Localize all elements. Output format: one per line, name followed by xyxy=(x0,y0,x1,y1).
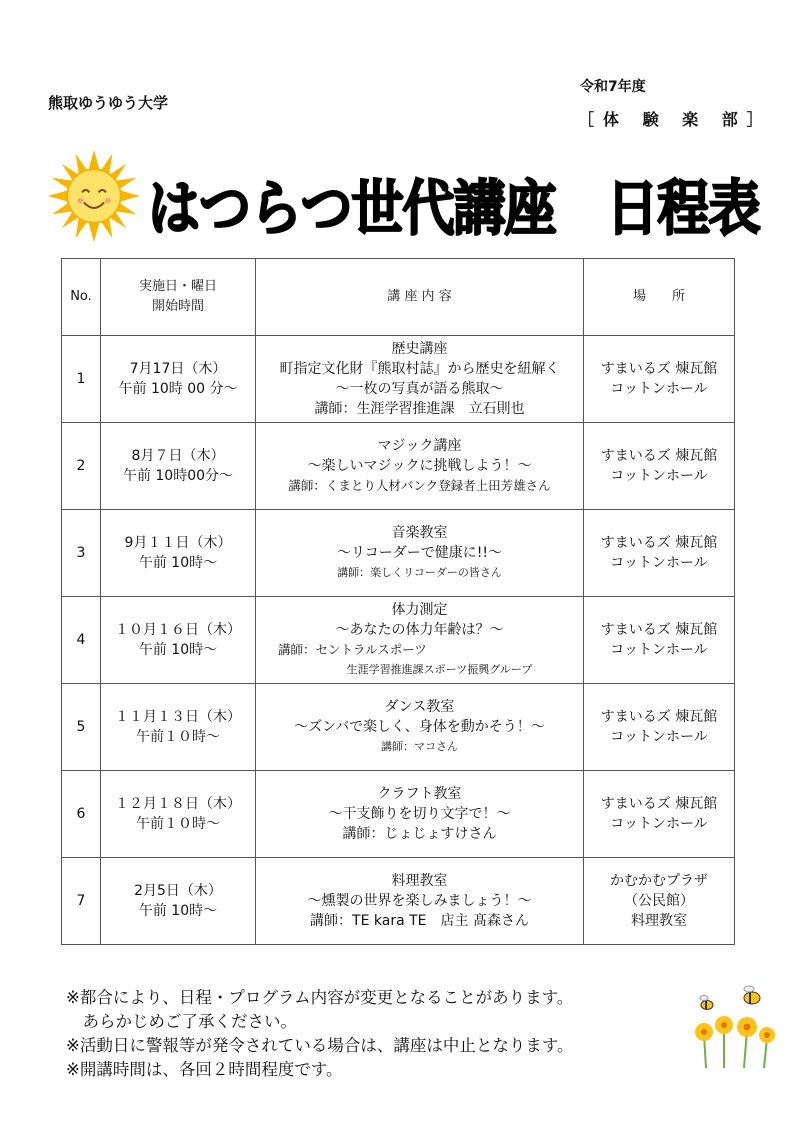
content-line: 講師：じょじょすけさん xyxy=(342,826,497,842)
column-date-time xyxy=(101,259,256,336)
table-row xyxy=(62,423,735,510)
place-line: 料理教室 xyxy=(631,913,687,929)
content-line: 料理教室 xyxy=(391,873,448,889)
row-number: 2 xyxy=(62,423,101,510)
content-line: 講師：生涯学習推進課 立石則也 xyxy=(314,401,525,417)
place-cell xyxy=(584,684,735,771)
row-number: 1 xyxy=(62,336,101,423)
table-row xyxy=(62,684,735,771)
date-time-cell xyxy=(101,336,256,423)
bee-icon xyxy=(700,996,713,1010)
content-line: ～リコーダーで健康に!!～ xyxy=(337,545,502,561)
content-cell xyxy=(256,684,584,771)
table-row xyxy=(62,510,735,597)
place-line: かむかむプラザ xyxy=(610,873,708,889)
content-line: ～一枚の写真が語る熊取～ xyxy=(335,381,504,397)
date: １１月１３日（木） xyxy=(115,709,241,725)
place-cell xyxy=(584,858,735,945)
content-line: ～ズンバで楽しく、身体を動かそう！～ xyxy=(294,719,545,735)
place-cell xyxy=(584,423,735,510)
start-time: 午前 10時～ xyxy=(138,642,218,658)
date-time-cell xyxy=(101,858,256,945)
content-cell xyxy=(256,597,584,684)
column-time-label: 開始時間 xyxy=(151,299,204,314)
content-line: クラフト教室 xyxy=(377,786,462,802)
place-line: すまいるズ 煉瓦館 xyxy=(600,535,718,551)
content-line: 町指定文化財『熊取村誌』から歴史を紐解く xyxy=(279,361,560,377)
place-line: コットンホール xyxy=(610,555,708,571)
place-line: コットンホール xyxy=(610,642,708,658)
column-content: 講 座 内 容 xyxy=(256,259,584,336)
date-time-cell xyxy=(101,684,256,771)
content-cell xyxy=(256,771,584,858)
date: １２月１８日（木） xyxy=(115,796,241,812)
place-line: すまいるズ 煉瓦館 xyxy=(600,622,718,638)
content-line: マジック講座 xyxy=(377,438,462,454)
page-title: はつらつ世代講座 日程表 xyxy=(148,174,760,244)
content-line: ～楽しいマジックに挑戦しよう！～ xyxy=(307,458,532,474)
place-line: すまいるズ 煉瓦館 xyxy=(600,448,718,464)
schedule-table xyxy=(61,258,735,945)
content-cell xyxy=(256,510,584,597)
row-number: 3 xyxy=(62,510,101,597)
date: 2月5日（木） xyxy=(134,883,222,899)
content-line: ～干支飾りを切り文字で！～ xyxy=(328,806,511,822)
table-header-row xyxy=(62,259,735,336)
content-line: 講師：TE kara TE 店主 髙森さん xyxy=(310,913,529,929)
content-cell xyxy=(256,858,584,945)
column-place: 場 所 xyxy=(584,259,735,336)
content-line: ダンス教室 xyxy=(384,699,455,715)
content-line: ～あなたの体力年齢は？～ xyxy=(335,622,504,638)
content-cell xyxy=(256,336,584,423)
content-line: ～燻製の世界を楽しみましょう！～ xyxy=(307,893,532,909)
note-line: ※都合により、日程・プログラム内容が変更となることがあります。 xyxy=(66,988,574,1007)
place-line: すまいるズ 煉瓦館 xyxy=(600,709,718,725)
content-line: 体力測定 xyxy=(391,602,448,618)
row-number: 4 xyxy=(62,597,101,684)
content-line: 講師：セントラルスポーツ xyxy=(278,642,427,657)
column-date-label: 実施日・曜日 xyxy=(138,279,217,294)
content-line: 講師：マコさん xyxy=(381,740,458,753)
row-number: 5 xyxy=(62,684,101,771)
place-line: コットンホール xyxy=(610,468,708,484)
bee-icon xyxy=(744,986,760,1004)
content-cell xyxy=(256,423,584,510)
date: １０月１６日（木） xyxy=(115,622,241,638)
place-line: すまいるズ 煉瓦館 xyxy=(600,796,718,812)
start-time: 午前 10時～ xyxy=(138,555,218,571)
start-time: 午前 10時 00 分～ xyxy=(118,381,238,397)
content-line: 生涯学習推進課スポーツ振興グループ xyxy=(346,663,533,676)
organization-name: 熊取ゆうゆう大学 xyxy=(48,94,169,112)
place-cell xyxy=(584,597,735,684)
column-no: No. xyxy=(62,259,101,336)
content-line: 歴史講座 xyxy=(391,341,448,357)
note-line: ※開講時間は、各回２時間程度です。 xyxy=(66,1060,343,1079)
place-cell xyxy=(584,771,735,858)
start-time: 午前１０時～ xyxy=(136,729,220,745)
date-time-cell xyxy=(101,423,256,510)
row-number: 7 xyxy=(62,858,101,945)
date-time-cell xyxy=(101,597,256,684)
note-line: ※活動日に警報等が発令されている場合は、講座は中止となります。 xyxy=(66,1036,574,1055)
date: 8月７日（木） xyxy=(131,448,225,464)
notes xyxy=(66,986,574,1082)
place-line: コットンホール xyxy=(610,816,708,832)
place-line: すまいるズ 煉瓦館 xyxy=(600,361,718,377)
table-row xyxy=(62,597,735,684)
content-line: 講師：楽しくリコーダーの皆さん xyxy=(337,566,502,579)
start-time: 午前１０時～ xyxy=(136,816,220,832)
note-line: あらかじめご了承ください。 xyxy=(66,1012,297,1031)
date: 9月１１日（木） xyxy=(124,535,232,551)
row-number: 6 xyxy=(62,771,101,858)
date: 7月17日（木） xyxy=(129,361,227,377)
flowers-and-bees-illustration xyxy=(682,980,782,1070)
date-time-cell xyxy=(101,771,256,858)
place-line: コットンホール xyxy=(610,381,708,397)
date-time-cell xyxy=(101,510,256,597)
content-line: 講師：くまとり人材バンク登録者上田芳雄さん xyxy=(288,478,551,493)
table-row xyxy=(62,858,735,945)
table-row xyxy=(62,336,735,423)
place-cell xyxy=(584,510,735,597)
fiscal-year: 令和7年度 xyxy=(580,79,646,95)
start-time: 午前 10時00分～ xyxy=(122,468,234,484)
smiling-sun-icon xyxy=(48,150,140,242)
place-line: （公民館） xyxy=(624,893,694,909)
start-time: 午前 10時～ xyxy=(138,903,218,919)
content-line: 音楽教室 xyxy=(391,525,448,541)
club-name: ［体 験 楽 部］ xyxy=(578,110,772,129)
place-line: コットンホール xyxy=(610,729,708,745)
place-cell xyxy=(584,336,735,423)
table-row xyxy=(62,771,735,858)
